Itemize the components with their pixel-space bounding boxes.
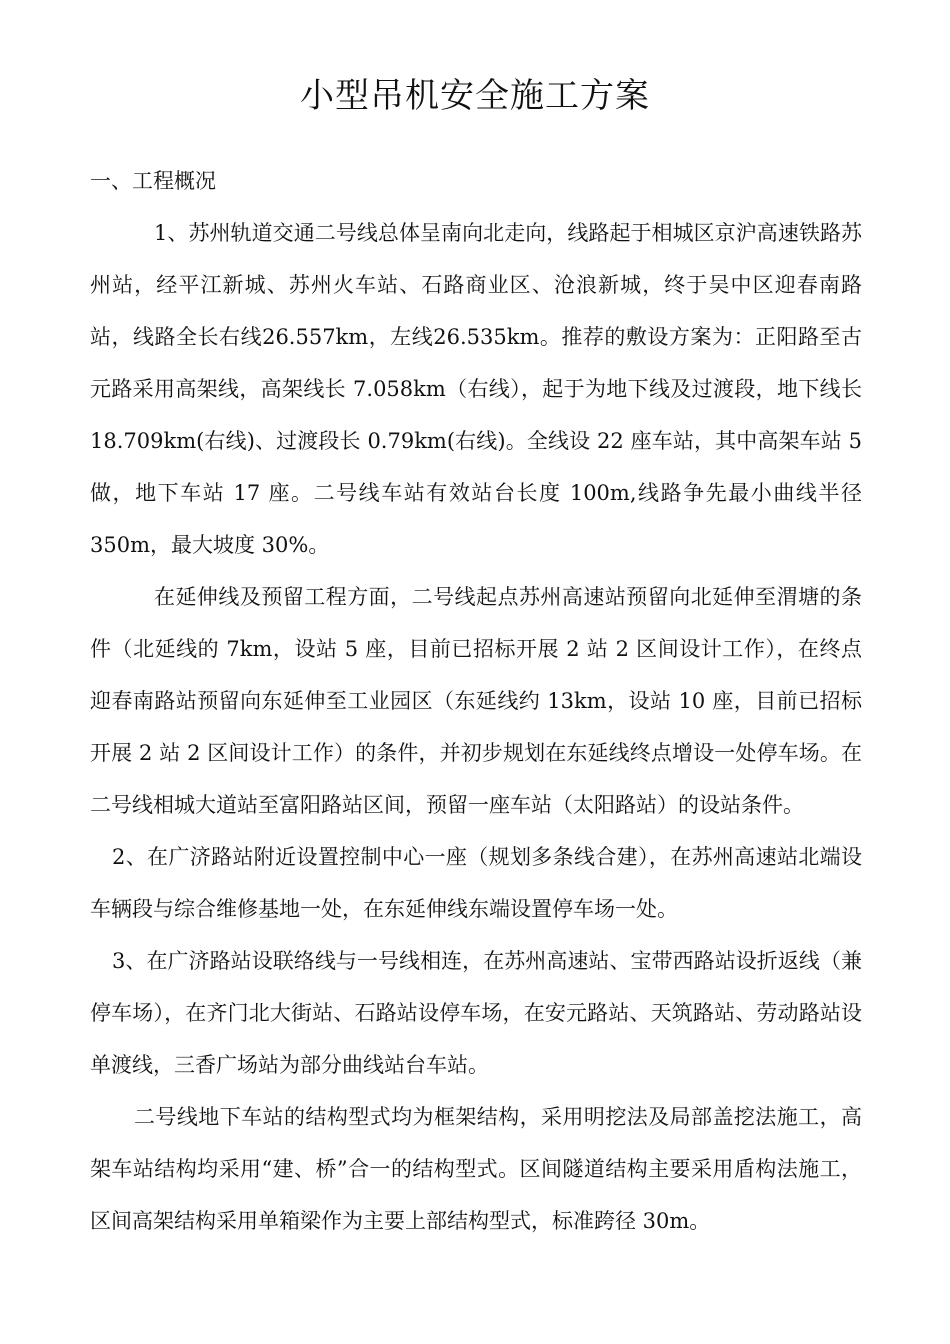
paragraph-structure: 二号线地下车站的结构型式均为框架结构，采用明挖法及局部盖挖法施工，高架车站结构均采用“建、桥”合一的结构型式。区间隧道结构主要采用盾构法施工，区间高架结构采用单箱梁作为主要上部结构型式，标准跨径 30m。 <box>90 1105 862 1233</box>
document-title: 小型吊机安全施工方案 <box>300 76 650 116</box>
document-body <box>90 155 862 1247</box>
section-heading: 一、工程概况 <box>90 169 216 193</box>
paragraph-overview: 1、苏州轨道交通二号线总体呈南向北走向，线路起于相城区京沪高速铁路苏州站，经平江新城、苏州火车站、石路商业区、沧浪新城，终于吴中区迎春南路站，线路全长右线26.557km，左线26.535km。推荐的敷设方案为：正阳路至古元路采用高架线，高架线长 7.058km（右线），起于为地下线及过渡段，地下线长 18.709km(右线)、过渡段长 0.79km(右线)。全线设 22 座车站，其中高架车站 5 做，地下车站 17 座。二号线车站有效站台长度 100m,线路争先最小曲线半径 350m，最大坡度 30%。 <box>90 221 862 557</box>
paragraph-connection-lines: 3、在广济路站设联络线与一号线相连，在苏州高速站、宝带西路站设折返线（兼停车场），在齐门北大街站、石路站设停车场，在安元路站、天筑路站、劳动路站设单渡线，三香广场站为部分曲线站台车站。 <box>90 949 862 1077</box>
paragraph-extension: 在延伸线及预留工程方面，二号线起点苏州高速站预留向北延伸至渭塘的条件（北延线的 7km，设站 5 座，目前已招标开展 2 站 2 区间设计工作），在终点迎春南路站预留向东延伸至工业园区（东延线约 13km，设站 10 座，目前已招标开展 2 站 2 区间设计工作）的条件，并初步规划在东延线终点增设一处停车场。在二号线相城大道站至富阳路站区间，预留一座车站（太阳路站）的设站条件。 <box>90 585 862 817</box>
paragraph-control-center: 2、在广济路站附近设置控制中心一座（规划多条线合建），在苏州高速站北端设车辆段与综合维修基地一处，在东延伸线东端设置停车场一处。 <box>90 845 862 921</box>
